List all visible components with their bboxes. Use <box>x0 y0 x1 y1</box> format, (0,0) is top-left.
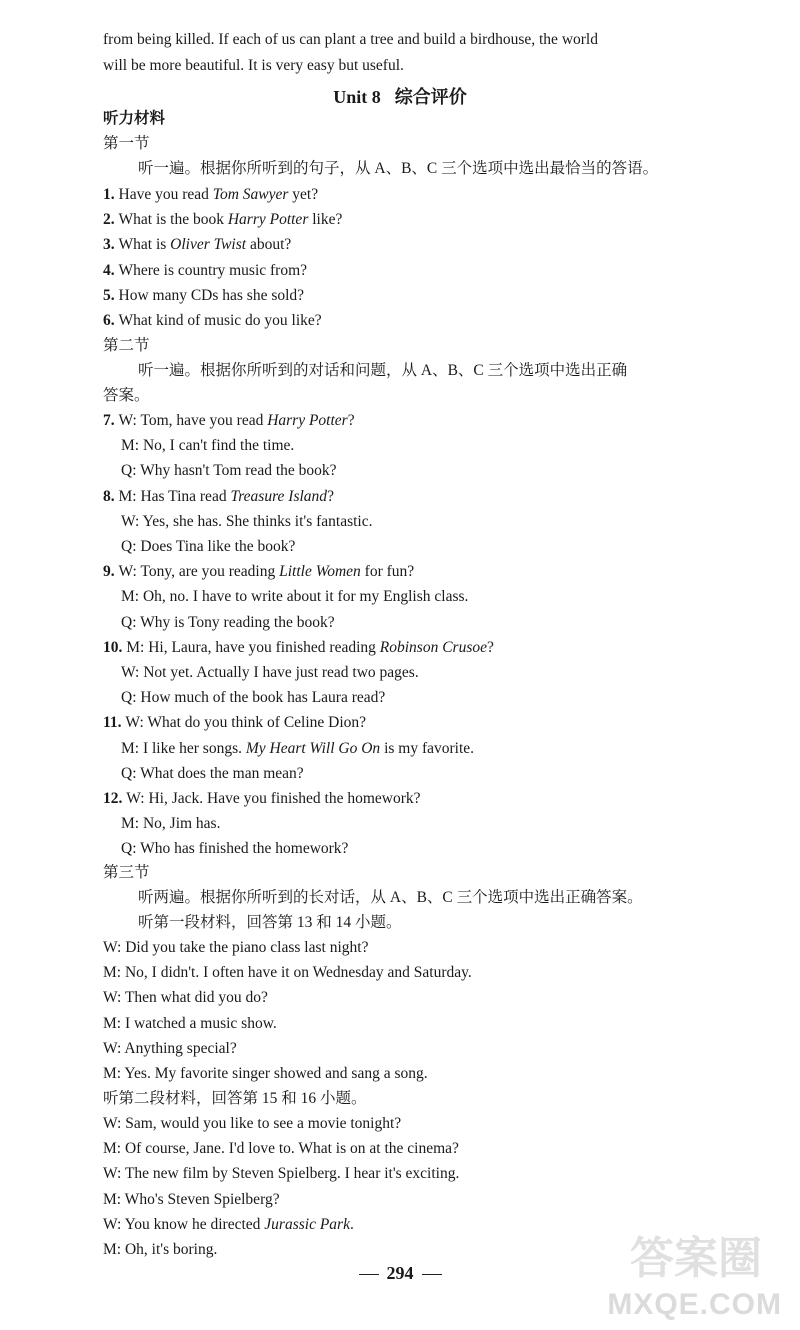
dialog-line <box>103 1190 280 1210</box>
question-number: 2. <box>103 211 119 229</box>
unit-title <box>0 83 800 109</box>
part3-label: 第三节 <box>103 864 150 881</box>
passage2-intro: 听第二段材料，回答第 15 和 16 小题。 <box>103 1090 367 1107</box>
dialog-line <box>103 1014 277 1034</box>
dialog-line <box>103 1215 354 1235</box>
dialog-line <box>103 487 334 507</box>
dialog-line <box>121 461 337 481</box>
line-text: M: Has Tina read <box>118 487 231 505</box>
dialog-line <box>103 963 472 983</box>
line-text: Q: How much of the book has Laura read? <box>121 689 386 707</box>
line-text: W: Sam, would you like to see a movie tonight? <box>103 1115 402 1132</box>
line-text-tail: is my favorite. <box>380 739 475 757</box>
line-text: M: No, Jim has. <box>121 815 221 833</box>
question-item <box>103 185 318 205</box>
question-number: 4. <box>103 261 119 279</box>
line-text: What is <box>118 236 171 254</box>
title-italic: Tom Sawyer <box>212 186 289 203</box>
line-text: W: You know he directed <box>103 1215 265 1233</box>
dialog-line <box>103 988 268 1008</box>
question-item <box>103 210 342 230</box>
question-item <box>103 286 304 306</box>
question-item <box>103 311 322 331</box>
passage1-intro: 听第一段材料，回答第 13 和 14 小题。 <box>138 914 402 931</box>
part2-instruction-1: 听一遍。根据你所听到的对话和问题，从 A、B、C 三个选项中选出正确 <box>138 362 628 379</box>
title-italic: My Heart Will Go On <box>245 739 381 757</box>
dialog-line <box>103 1164 459 1184</box>
dialog-line <box>103 938 368 958</box>
dialog-line <box>103 1039 237 1059</box>
line-text: M: I watched a music show. <box>103 1014 277 1032</box>
line-text: M: Oh, no. I have to write about it for my English class. <box>121 588 469 606</box>
line-text-tail: like? <box>308 211 343 229</box>
line-text-tail: about? <box>246 236 292 254</box>
question-item <box>103 235 291 255</box>
question-number: 11. <box>103 714 126 732</box>
dialog-line <box>103 562 414 582</box>
question-number: 6. <box>103 312 119 329</box>
title-italic: Robinson Crusoe <box>379 638 487 656</box>
page-number-dash-right <box>422 1274 442 1275</box>
dialog-line <box>103 1139 459 1159</box>
line-text: W: Then what did you do? <box>103 989 268 1007</box>
question-number: 3. <box>103 236 119 254</box>
line-text-tail: ? <box>327 487 334 505</box>
line-text: M: I like her songs. <box>121 739 246 757</box>
unit-title-cn: 综合评价 <box>394 87 467 107</box>
question-number: 7. <box>103 412 119 429</box>
line-text: W: Not yet. Actually I have just read two pages. <box>121 664 419 681</box>
page-number-dash-left <box>359 1274 379 1275</box>
line-text: W: What do you think of Celine Dion? <box>125 714 367 732</box>
line-text-tail: for fun? <box>360 563 415 581</box>
question-number: 8. <box>103 487 119 505</box>
line-text: M: Hi, Laura, have you finished reading <box>126 638 380 656</box>
question-number: 10. <box>103 638 127 656</box>
watermark-url: MXQE.COM <box>607 1288 782 1321</box>
line-text-tail: yet? <box>288 186 319 203</box>
line-text-tail: ? <box>487 638 494 656</box>
part3-instruction: 听两遍。根据你所听到的长对话，从 A、B、C 三个选项中选出正确答案。 <box>138 889 643 906</box>
dialog-line <box>103 789 421 809</box>
part2-label: 第二节 <box>103 337 150 354</box>
dialog-line <box>103 1064 428 1084</box>
title-italic: Jurassic Park <box>264 1215 350 1233</box>
line-text: What is the book <box>118 211 228 229</box>
line-text: W: Did you take the piano class last night? <box>103 939 369 956</box>
line-text: W: Anything special? <box>103 1039 237 1057</box>
line-text: Q: Why hasn't Tom read the book? <box>121 462 337 480</box>
line-text: M: Yes. My favorite singer showed and sang a song. <box>103 1065 428 1082</box>
watermark-logo-text: 答案圈 <box>630 1233 762 1284</box>
dialog-line <box>121 839 348 859</box>
question-number: 1. <box>103 186 119 203</box>
dialog-line <box>121 512 373 532</box>
question-item <box>103 261 307 281</box>
intro-line-2: will be more beautiful. It is very easy but useful. <box>103 57 404 74</box>
watermark <box>582 1212 782 1322</box>
part1-label: 第一节 <box>103 135 150 152</box>
line-text-tail: . <box>349 1215 354 1233</box>
dialog-line <box>121 814 220 834</box>
line-text: M: Who's Steven Spielberg? <box>103 1190 280 1208</box>
line-text: Q: What does the man mean? <box>121 764 304 782</box>
question-number: 12. <box>103 790 127 807</box>
dialog-line <box>103 1240 217 1260</box>
line-text: How many CDs has she sold? <box>118 286 305 304</box>
part2-instruction-2: 答案。 <box>103 387 150 404</box>
line-text: Q: Does Tina like the book? <box>121 538 296 555</box>
dialog-line <box>103 713 366 733</box>
dialog-line <box>103 1114 401 1134</box>
line-text: Q: Why is Tony reading the book? <box>121 613 335 631</box>
dialog-line <box>121 739 474 759</box>
dialog-line <box>121 537 295 557</box>
title-italic: Harry Potter <box>227 211 309 229</box>
line-text: M: Of course, Jane. I'd love to. What is on at the cinema? <box>103 1140 459 1158</box>
title-italic: Little Women <box>279 563 361 581</box>
question-number: 5. <box>103 286 119 304</box>
part1-instruction: 听一遍。根据你所听到的句子，从 A、B、C 三个选项中选出最恰当的答语。 <box>138 160 659 177</box>
page-number-value: 294 <box>386 1263 414 1283</box>
line-text: M: No, I can't find the time. <box>121 437 295 455</box>
intro-line-1: from being killed. If each of us can plant a tree and build a birdhouse, the world <box>103 31 598 48</box>
question-number: 9. <box>103 563 119 581</box>
line-text: M: No, I didn't. I often have it on Wednesday and Saturday. <box>103 964 472 982</box>
line-text: W: Tony, are you reading <box>118 563 280 581</box>
dialog-line <box>103 411 355 431</box>
dialog-line <box>121 764 304 784</box>
dialog-line <box>121 688 385 708</box>
title-italic: Harry Potter <box>267 412 348 429</box>
line-text: W: The new film by Steven Spielberg. I hear it's exciting. <box>103 1165 460 1183</box>
line-text-tail: ? <box>347 412 355 429</box>
line-text: W: Tom, have you read <box>118 412 268 429</box>
line-text: M: Oh, it's boring. <box>103 1241 218 1258</box>
dialog-line <box>121 436 294 456</box>
dialog-line <box>121 663 419 683</box>
unit-title-number: Unit 8 <box>333 87 381 107</box>
line-text: Q: Who has finished the homework? <box>121 840 349 858</box>
line-text: What kind of music do you like? <box>118 312 322 329</box>
section-header: 听力材料 <box>103 110 166 127</box>
title-italic: Treasure Island <box>230 487 328 505</box>
line-text: Where is country music from? <box>118 261 308 279</box>
line-text: W: Yes, she has. She thinks it's fantastic. <box>121 512 373 530</box>
dialog-line <box>103 638 494 658</box>
line-text: Have you read <box>118 186 213 203</box>
title-italic: Oliver Twist <box>170 236 247 254</box>
line-text: W: Hi, Jack. Have you finished the homework? <box>126 790 421 807</box>
dialog-line <box>121 587 468 607</box>
dialog-line <box>121 613 335 633</box>
